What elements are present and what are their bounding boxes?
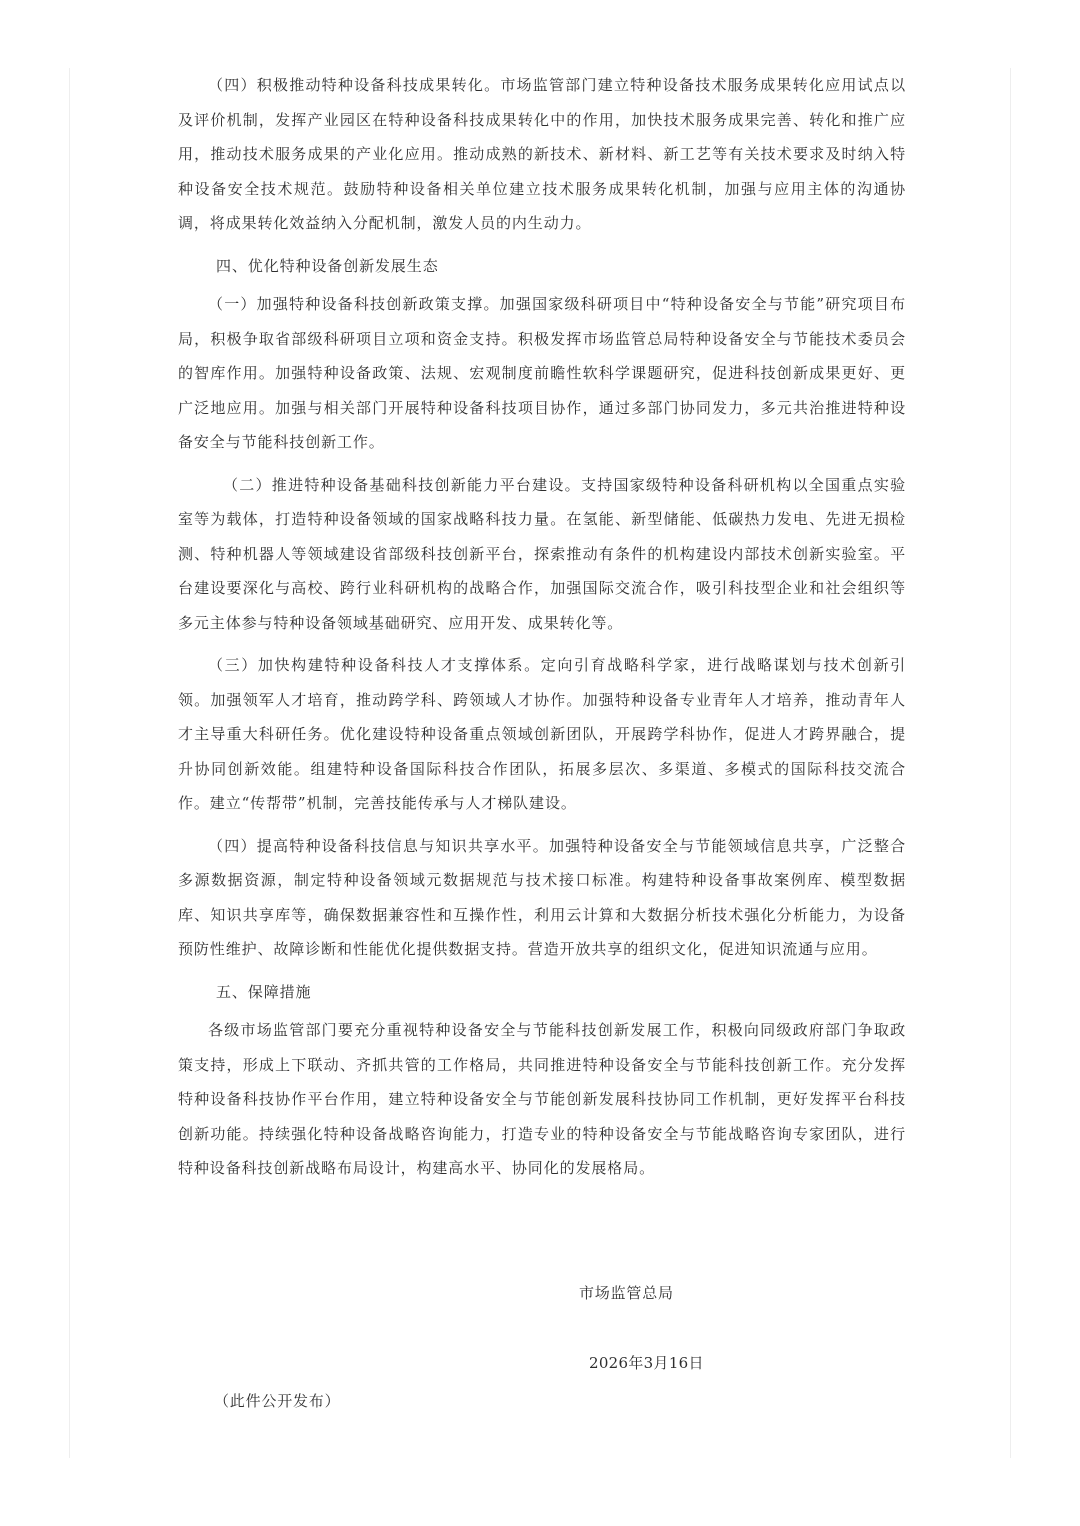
section-heading-4: 四、优化特种设备创新发展生态 — [216, 256, 439, 275]
page-border-right — [1010, 68, 1011, 1458]
paragraph-item-4-tech-transfer: （四）积极推动特种设备科技成果转化。市场监管部门建立特种设备技术服务成果转化应用试点以及评价机制，发挥产业园区在特种设备科技成果转化中的作用，加快技术服务成果完善、转化和推广应用，推动技术服务成果的产业化应用。推动成熟的新技术、新材料、新工艺等有关技术要求及时纳入特种设备安全技术规范。鼓励特种设备相关单位建立技术服务成果转化机制，加强与应用主体的沟通协调，将成果转化效益纳入分配机制，激发人员的内生动力。 — [178, 76, 906, 232]
section-heading-5: 五、保障措施 — [216, 982, 312, 1001]
release-note: （此件公开发布） — [214, 1392, 341, 1410]
signature-date: 2026年3月16日 — [589, 1354, 704, 1372]
paragraph-item-1-policy-support: （一）加强特种设备科技创新政策支撑。加强国家级科研项目中“特种设备安全与节能”研究项目布局，积极争取省部级科研项目立项和资金支持。积极发挥市场监管总局特种设备安全与节能技术委员会的智库作用。加强特种设备政策、法规、宏观制度前瞻性软科学课题研究，促进科技创新成果更好、更广泛地应用。加强与相关部门开展特种设备科技项目协作，通过多部门协同发力，多元共治推进特种设备安全与节能科技创新工作。 — [178, 295, 906, 451]
paragraph-item-3-talent: （三）加快构建特种设备科技人才支撑体系。定向引育战略科学家，进行战略谋划与技术创新引领。加强领军人才培育，推动跨学科、跨领域人才协作。加强特种设备专业青年人才培养，推动青年人才主导重大科研任务。优化建设特种设备重点领域创新团队，开展跨学科协作，促进人才跨界融合，提升协同创新效能。组建特种设备国际科技合作团队，拓展多层次、多渠道、多模式的国际科技交流合作。建立“传帮带”机制，完善技能传承与人才梯队建设。 — [178, 656, 906, 812]
document-body — [178, 68, 906, 1186]
paragraph-item-4-knowledge-sharing: （四）提高特种设备科技信息与知识共享水平。加强特种设备安全与节能领域信息共享，广泛整合多源数据资源，制定特种设备领域元数据规范与技术接口标准。构建特种设备事故案例库、模型数据库、知识共享库等，确保数据兼容性和互操作性，利用云计算和大数据分析技术强化分析能力，为设备预防性维护、故障诊断和性能优化提供数据支持。营造开放共享的组织文化，促进知识流通与应用。 — [178, 836, 906, 958]
paragraph-safeguards: 各级市场监管部门要充分重视特种设备安全与节能科技创新发展工作，积极向同级政府部门争取政策支持，形成上下联动、齐抓共管的工作格局，共同推进特种设备安全与节能科技创新工作。充分发挥特种设备科技协作平台作用，建立特种设备安全与节能创新发展科技协同工作机制，更好发挥平台科技创新功能。持续强化特种设备战略咨询能力，打造专业的特种设备安全与节能战略咨询专家团队，进行特种设备科技创新战略布局设计，构建高水平、协同化的发展格局。 — [178, 1021, 906, 1177]
signature-organization: 市场监管总局 — [579, 1284, 674, 1302]
paragraph-item-2-platform: （二）推进特种设备基础科技创新能力平台建设。支持国家级特种设备科研机构以全国重点实验室等为载体，打造特种设备领域的国家战略科技力量。在氢能、新型储能、低碳热力发电、先进无损检测、特种机器人等领域建设省部级科技创新平台，探索推动有条件的机构建设内部技术创新实验室。平台建设要深化与高校、跨行业科研机构的战略合作，加强国际交流合作，吸引科技型企业和社会组织等多元主体参与特种设备领域基础研究、应用开发、成果转化等。 — [178, 475, 906, 632]
page-border-left — [69, 68, 70, 1458]
